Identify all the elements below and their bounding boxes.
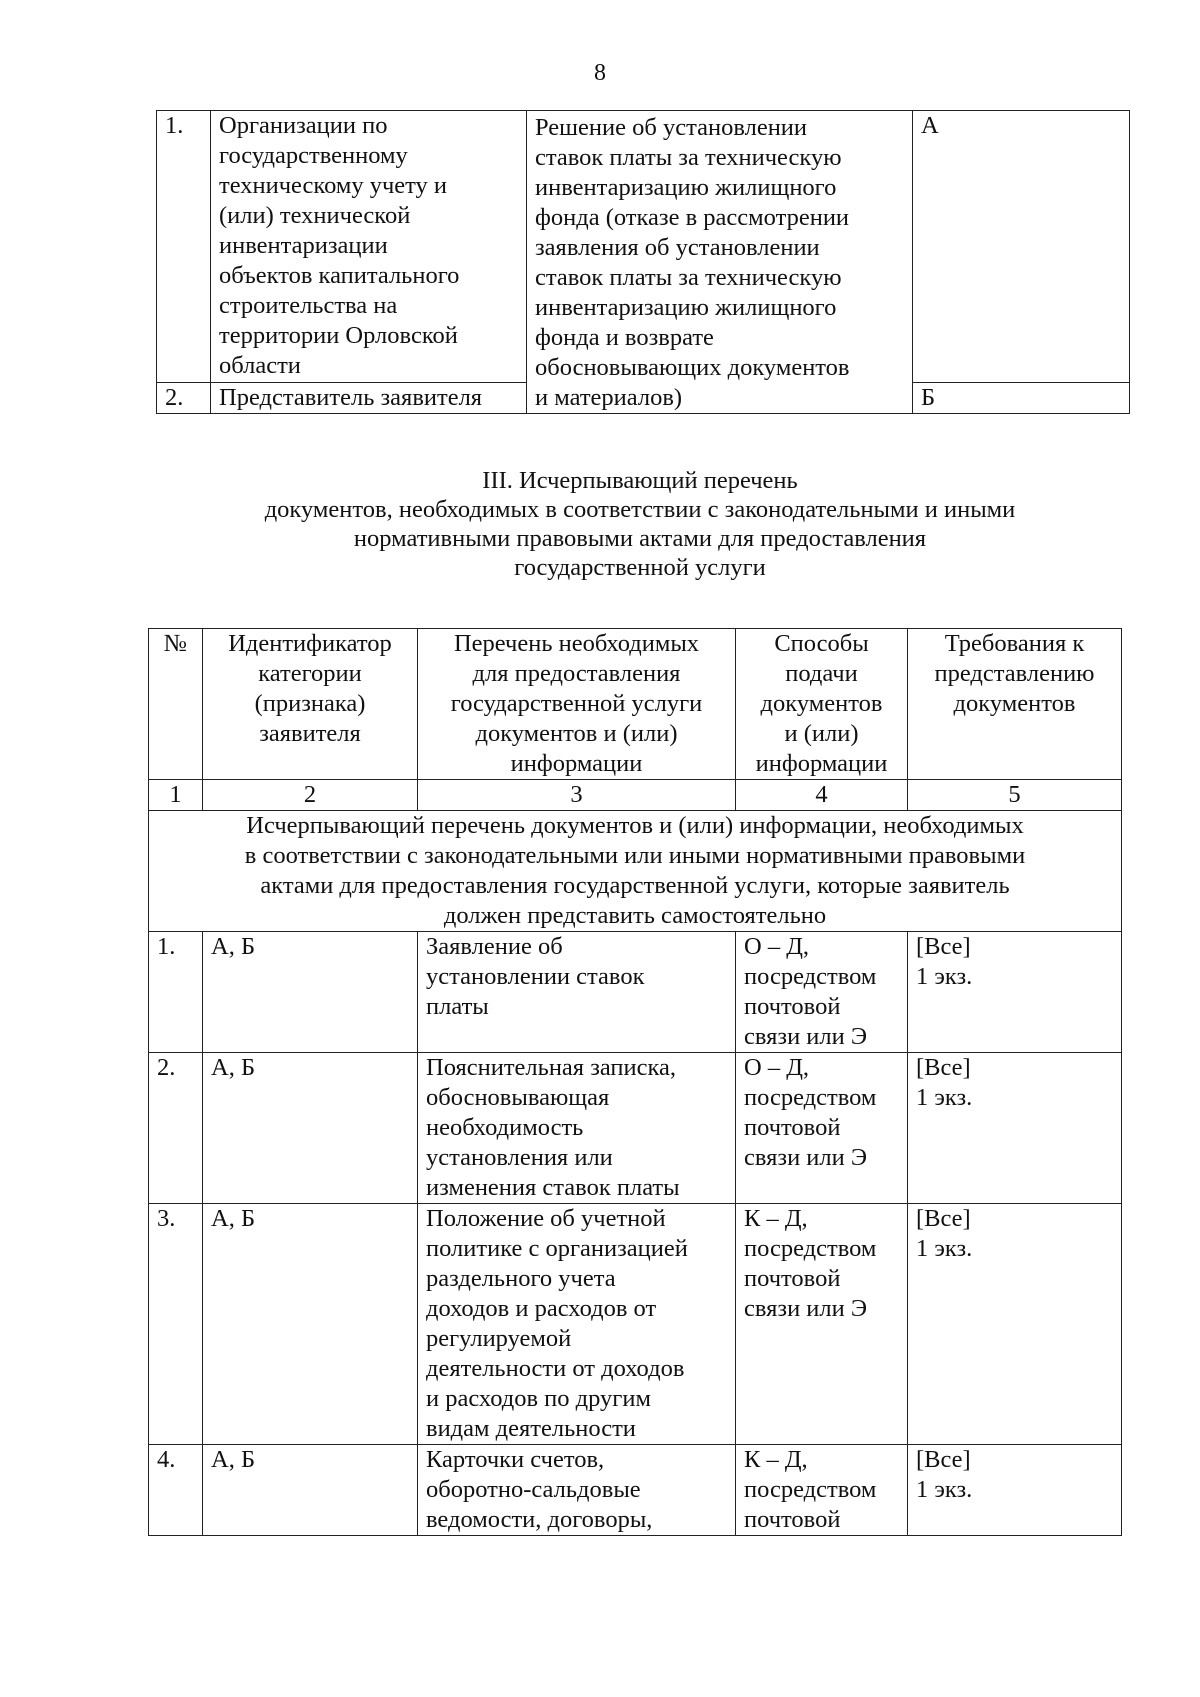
row-requirements: [Все] 1 экз.: [908, 1204, 1122, 1445]
header-submission-method: Способы подачи документов и (или) информации: [736, 629, 908, 780]
row-document: Карточки счетов, оборотно-сальдовые ведомости, договоры,: [418, 1445, 736, 1536]
column-numbers-row: [149, 780, 1122, 811]
subheading-row: [149, 811, 1122, 932]
row-method: К – Д, посредством почтовой связи или Э: [736, 1204, 908, 1445]
decision-result: Решение об установлении ставок платы за техническую инвентаризацию жилищного фонда (отказе в рассмотрении заявления об установлении ставок платы за техническую инвентаризацию жилищного фонда и возврате обосновывающих документов и материалов): [527, 111, 913, 414]
row-document: Положение об учетной политике с организацией раздельного учета доходов и расходов от регулируемой деятельности от доходов и расходов по другим видам деятельности: [418, 1204, 736, 1445]
row-requirements: [Все] 1 экз.: [908, 1053, 1122, 1204]
row-category: А, Б: [203, 1053, 418, 1204]
applicant-category: Представитель заявителя: [211, 382, 527, 413]
row-category: А, Б: [203, 1204, 418, 1445]
section-heading-line: документов, необходимых в соответствии с законодательными и иными: [264, 496, 1016, 523]
category-code: Б: [913, 382, 1130, 413]
row-number: 2.: [157, 382, 211, 413]
category-code: А: [913, 111, 1130, 383]
column-number: 4: [736, 780, 908, 811]
header-documents: Перечень необходимых для предоставления государственной услуги документов и (или) информации: [418, 629, 736, 780]
column-number: 5: [908, 780, 1122, 811]
column-number: 1: [149, 780, 203, 811]
table-row: [149, 932, 1122, 1053]
row-number: 1.: [149, 932, 203, 1053]
row-number: 2.: [149, 1053, 203, 1204]
row-category: А, Б: [203, 1445, 418, 1536]
table-row: [149, 1204, 1122, 1445]
row-number: 4.: [149, 1445, 203, 1536]
applicant-categories-table: [156, 110, 1130, 414]
table-row: [157, 111, 1130, 383]
row-method: К – Д, посредством почтовой: [736, 1445, 908, 1536]
section-heading-line: государственной услуги: [514, 554, 766, 581]
documents-table: [148, 628, 1122, 1536]
table-row: [149, 1445, 1122, 1536]
section-heading: [150, 466, 1130, 582]
table-subheading: Исчерпывающий перечень документов и (или) информации, необходимых в соответствии с законодательными или иными нормативными правовыми актами для предоставления государственной услуги, которые заявитель должен представить самостоятельно: [149, 811, 1122, 932]
section-heading-line: нормативными правовыми актами для предоставления: [353, 525, 927, 552]
header-requirements: Требования к представлению документов: [908, 629, 1122, 780]
header-number: №: [149, 629, 203, 780]
section-heading-line: III. Исчерпывающий перечень: [482, 467, 798, 494]
table-header-row: [149, 629, 1122, 780]
row-method: О – Д, посредством почтовой связи или Э: [736, 1053, 908, 1204]
page-number: 8: [594, 60, 606, 86]
applicant-category: Организации по государственному техническому учету и (или) технической инвентаризации объектов капитального строительства на территории Орловской области: [211, 111, 527, 383]
row-document: Пояснительная записка, обосновывающая необходимость установления или изменения ставок платы: [418, 1053, 736, 1204]
row-category: А, Б: [203, 932, 418, 1053]
row-number: 1.: [157, 111, 211, 383]
row-document: Заявление об установлении ставок платы: [418, 932, 736, 1053]
header-category: Идентификатор категории (признака) заявителя: [203, 629, 418, 780]
row-method: О – Д, посредством почтовой связи или Э: [736, 932, 908, 1053]
table-row: [149, 1053, 1122, 1204]
row-requirements: [Все] 1 экз.: [908, 932, 1122, 1053]
row-number: 3.: [149, 1204, 203, 1445]
column-number: 2: [203, 780, 418, 811]
column-number: 3: [418, 780, 736, 811]
row-requirements: [Все] 1 экз.: [908, 1445, 1122, 1536]
